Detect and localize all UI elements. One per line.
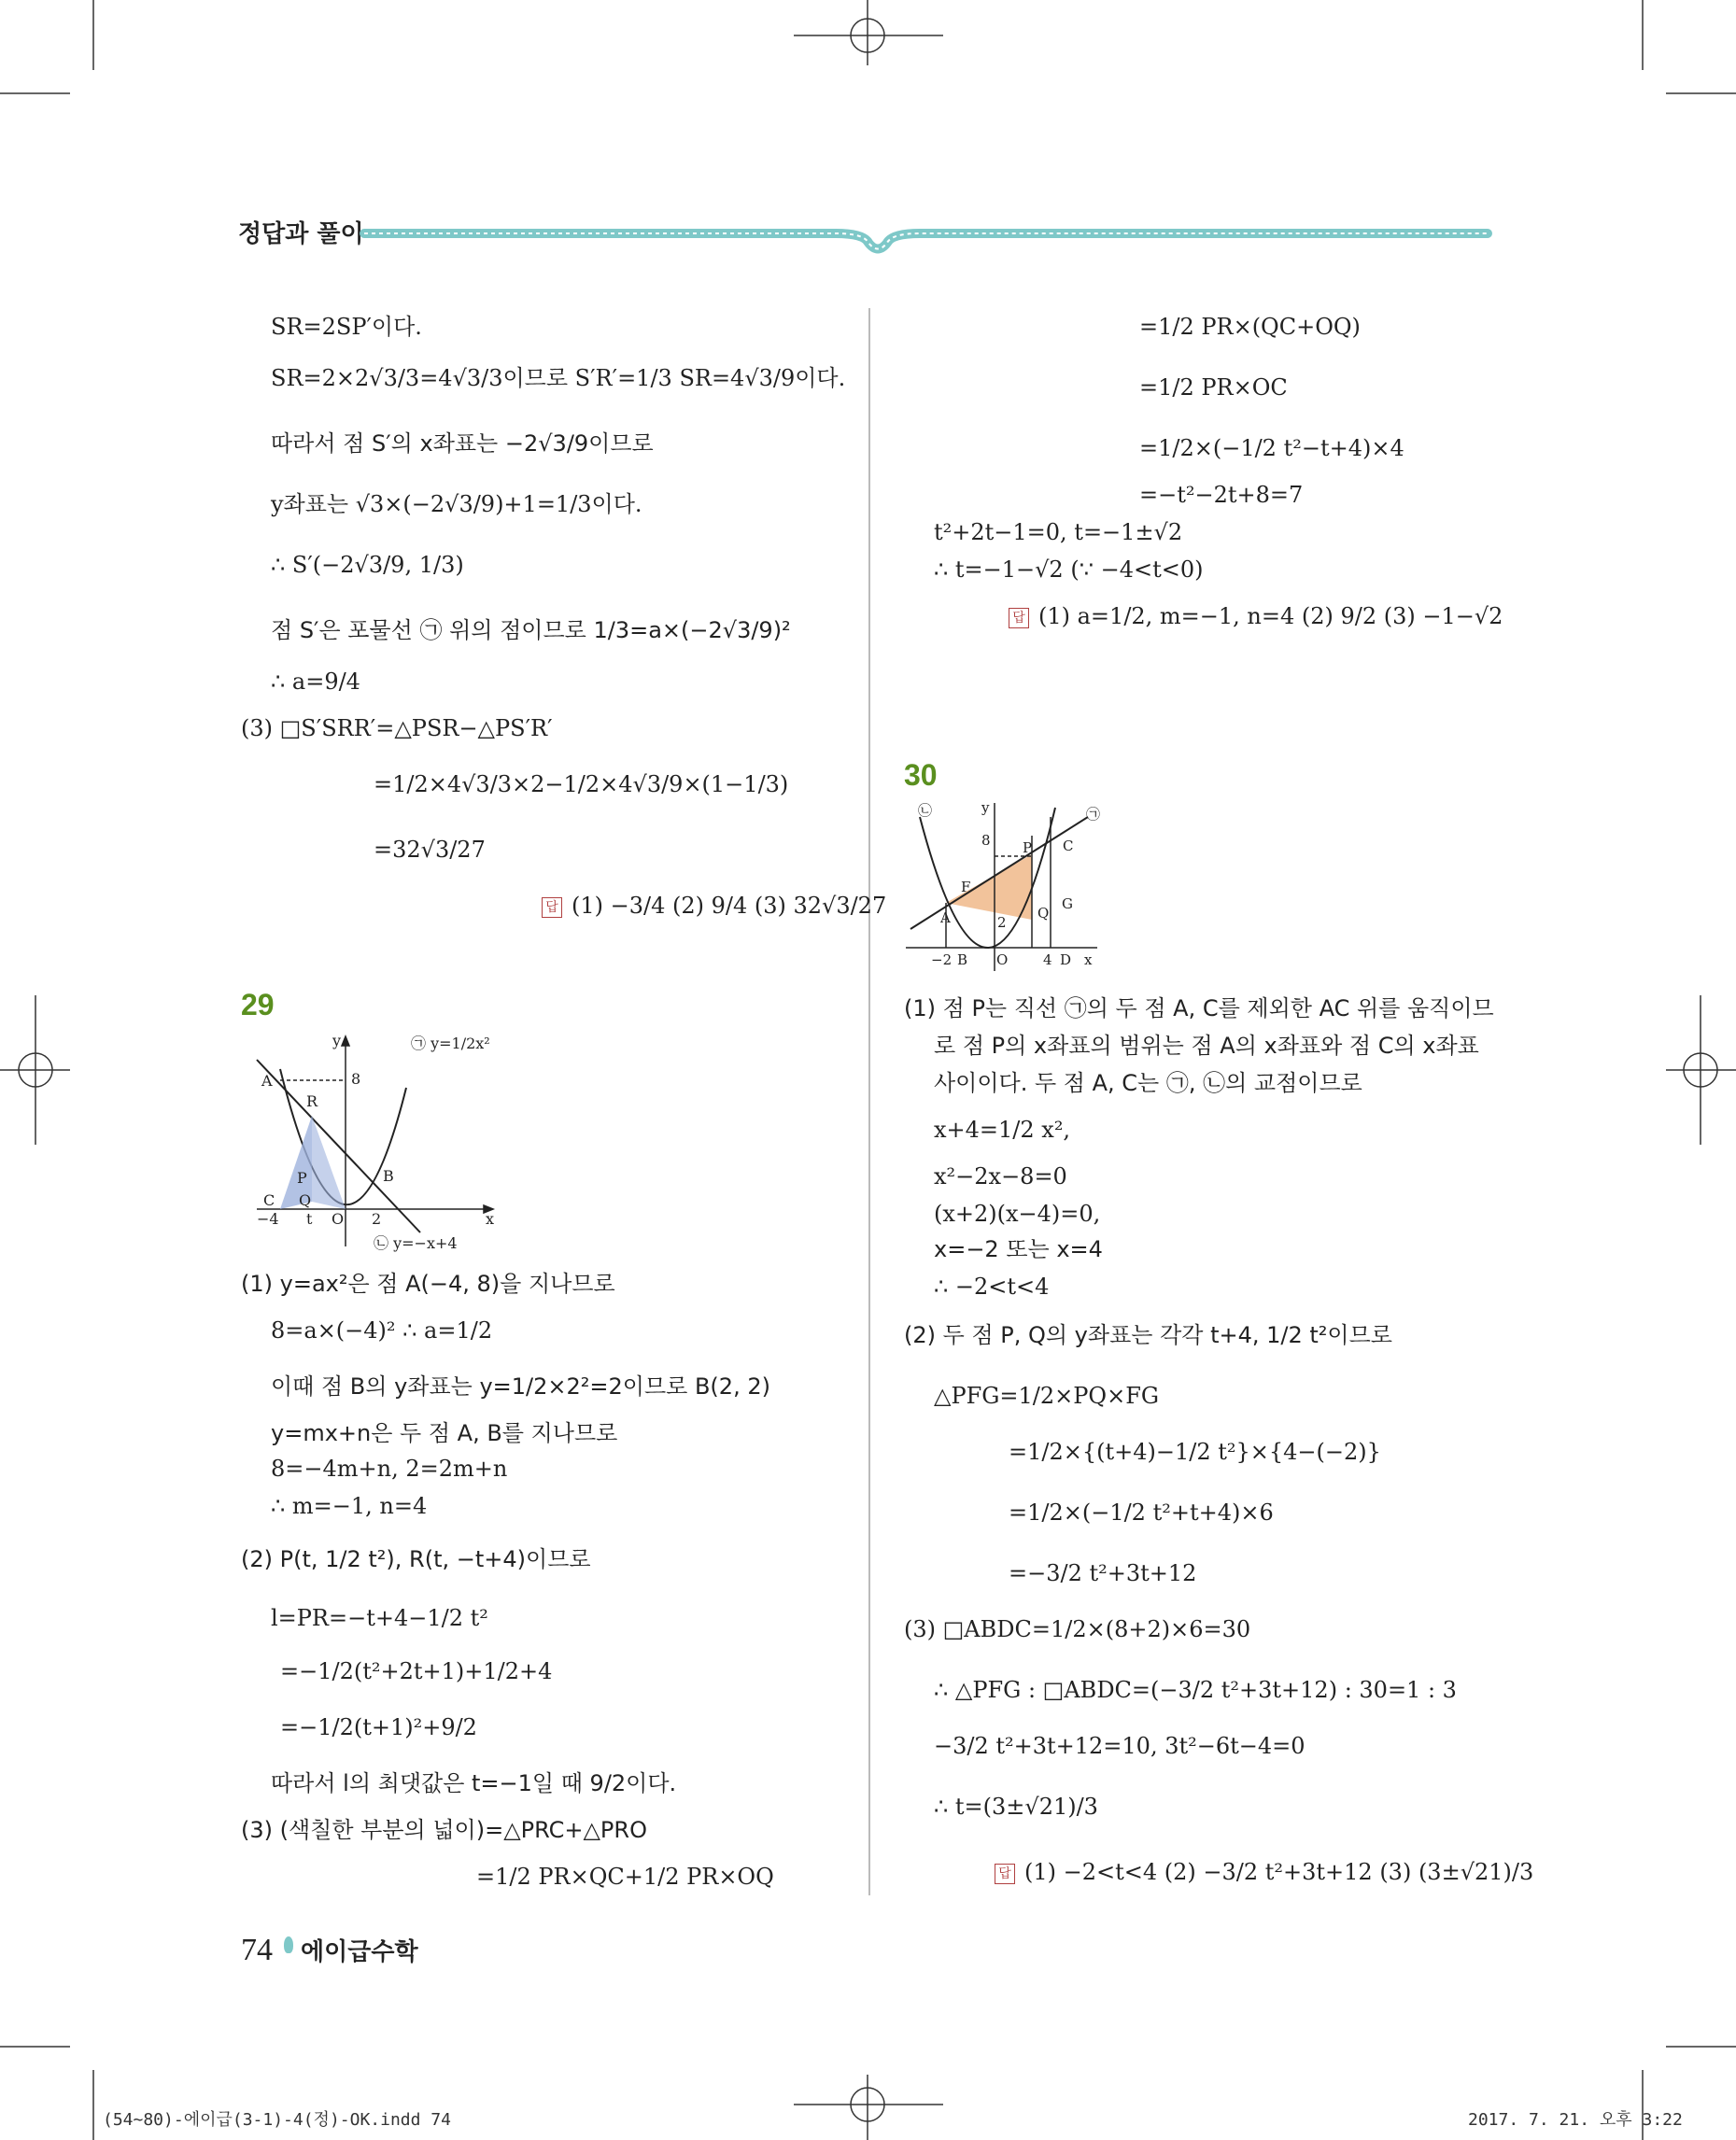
- text-line: 점 S′은 포물선 ㉠ 위의 점이므로 1/3=a×(−2√3/9)²: [271, 617, 791, 643]
- tick-8: 8: [351, 1070, 361, 1088]
- text-line: (2) 두 점 P, Q의 y좌표는 각각 t+4, 1/2 t²이므로: [904, 1322, 1392, 1348]
- answer-28: [542, 892, 886, 920]
- point-label-C: C: [1063, 838, 1074, 854]
- axis-y: y: [981, 799, 990, 816]
- text-line: (1) y=ax²은 점 A(−4, 8)을 지나므로: [241, 1271, 615, 1297]
- text-line: =1/2 PR×(QC+OQ): [1139, 314, 1361, 340]
- text-line: △PFG=1/2×PQ×FG: [934, 1383, 1160, 1409]
- text-line: x²−2x−8=0: [934, 1163, 1067, 1190]
- text-line: ∴ △PFG : □ABDC=(−3/2 t²+3t+12) : 30=1 : 3: [934, 1677, 1457, 1703]
- tick-minus4: −4: [257, 1210, 279, 1228]
- text-line: (3) (색칠한 부분의 넓이)=△PRC+△PRO: [241, 1817, 647, 1843]
- text-line: ∴ S′(−2√3/9, 1/3): [271, 552, 464, 578]
- text-line: SR=2×2√3/3=4√3/3이므로 S′R′=1/3 SR=4√3/9이다.: [271, 365, 846, 391]
- point-label-A: A: [261, 1072, 273, 1090]
- axis-y: y: [332, 1032, 342, 1049]
- problem-number-29: 29: [241, 988, 275, 1021]
- tick-t: t: [306, 1210, 313, 1228]
- answer-mark: 답: [542, 897, 562, 918]
- text-line: −3/2 t²+3t+12=10, 3t²−6t−4=0: [934, 1733, 1306, 1759]
- answer-30: [995, 1858, 1533, 1886]
- answer-text: (1) −3/4 (2) 9/4 (3) 32√3/27: [572, 893, 887, 919]
- text-line: 로 점 P의 x좌표의 범위는 점 A의 x좌표와 점 C의 x좌표: [934, 1033, 1479, 1059]
- figure-29-graph: [252, 1032, 504, 1256]
- text-line: (x+2)(x−4)=0,: [934, 1201, 1101, 1227]
- axis-x: x: [486, 1210, 495, 1228]
- text-line: 사이이다. 두 점 A, C는 ㉠, ㉡의 교점이므로: [934, 1070, 1362, 1096]
- print-timestamp: 2017. 7. 21. 오후 3:22: [1468, 2110, 1683, 2130]
- text-line: ∴ m=−1, n=4: [271, 1493, 428, 1519]
- point-label-A: A: [940, 909, 951, 926]
- point-label-R: R: [306, 1092, 318, 1110]
- line-label-1: ㉠: [1086, 806, 1101, 823]
- text-line: =−t²−2t+8=7: [1139, 482, 1304, 508]
- lightbulb-icon: [284, 1936, 293, 1953]
- page-title: 정답과 풀이: [238, 220, 364, 248]
- text-line: ∴ t=(3±√21)/3: [934, 1794, 1098, 1820]
- text-line: =1/2×(−1/2 t²+t+4)×6: [1009, 1499, 1274, 1526]
- text-line: y좌표는 √3×(−2√3/9)+1=1/3이다.: [271, 491, 642, 517]
- point-label-Q: Q: [1037, 905, 1050, 922]
- problem-number-30: 30: [904, 758, 938, 792]
- answer-mark: 답: [995, 1864, 1015, 1884]
- text-line: x+4=1/2 x²,: [934, 1117, 1071, 1143]
- answer-29: [1009, 602, 1503, 630]
- text-line: 따라서 점 S′의 x좌표는 −2√3/9이므로: [271, 430, 654, 457]
- text-line: (3) □ABDC=1/2×(8+2)×6=30: [904, 1616, 1251, 1642]
- text-line: 따라서 l의 최댓값은 t=−1일 때 9/2이다.: [271, 1770, 677, 1796]
- text-line: =32√3/27: [374, 837, 486, 863]
- text-line: =1/2 PR×OC: [1139, 374, 1288, 401]
- curve-label-2: ㉡: [918, 802, 933, 819]
- header-rule: [360, 213, 1494, 260]
- text-line: SR=2SP′이다.: [271, 314, 422, 340]
- text-line: ∴ a=9/4: [271, 669, 360, 695]
- text-line: =−1/2(t²+2t+1)+1/2+4: [280, 1658, 553, 1684]
- answer-text: (1) −2<t<4 (2) −3/2 t²+3t+12 (3) (3±√21)/3: [1024, 1859, 1534, 1885]
- text-line: ∴ −2<t<4: [934, 1274, 1050, 1300]
- curve-label-1: ㉠ y=1/2x²: [411, 1035, 490, 1052]
- point-label-B: B: [957, 951, 968, 968]
- point-label-Q: Q: [299, 1191, 312, 1209]
- point-label-C: C: [263, 1191, 275, 1209]
- tick-2: 2: [372, 1210, 382, 1228]
- point-label-P: P: [297, 1169, 307, 1187]
- text-line: =1/2 PR×QC+1/2 PR×OQ: [476, 1864, 774, 1890]
- text-line: y=mx+n은 두 점 A, B를 지나므로: [271, 1420, 618, 1446]
- point-label-O: O: [996, 951, 1009, 968]
- line-label: ㉡ y=−x+4: [374, 1234, 458, 1252]
- text-line: 이때 점 B의 y좌표는 y=1/2×2²=2이므로 B(2, 2): [271, 1373, 770, 1400]
- text-line: (2) P(t, 1/2 t²), R(t, −t+4)이므로: [241, 1546, 591, 1572]
- point-label-P: P: [1023, 839, 1033, 856]
- text-line: 8=a×(−4)² ∴ a=1/2: [271, 1317, 493, 1344]
- text-line: (1) 점 P는 직선 ㉠의 두 점 A, C를 제외한 AC 위를 움직이므: [904, 995, 1494, 1021]
- file-slug: (54~80)-에이급(3-1)-4(정)-OK.indd 74: [103, 2110, 451, 2130]
- point-label-B: B: [383, 1167, 394, 1185]
- text-line: =1/2×(−1/2 t²−t+4)×4: [1139, 435, 1404, 461]
- tick-4: 4: [1043, 951, 1052, 968]
- tick-8: 8: [981, 832, 991, 849]
- tick-minus2: −2: [931, 951, 953, 968]
- text-line: =1/2×4√3/3×2−1/2×4√3/9×(1−1/3): [374, 771, 789, 797]
- point-label-O: O: [332, 1210, 345, 1228]
- text-line: =−3/2 t²+3t+12: [1009, 1560, 1197, 1586]
- text-line: =−1/2(t+1)²+9/2: [280, 1714, 477, 1740]
- text-line: 8=−4m+n, 2=2m+n: [271, 1456, 508, 1482]
- text-line: =1/2×{(t+4)−1/2 t²}×{4−(−2)}: [1009, 1439, 1381, 1465]
- text-line: x=−2 또는 x=4: [934, 1236, 1103, 1262]
- text-line: ∴ t=−1−√2 (∵ −4<t<0): [934, 556, 1204, 583]
- tick-2: 2: [997, 914, 1007, 931]
- page-number: 74: [241, 1933, 273, 1967]
- point-label-D: D: [1060, 951, 1072, 968]
- axis-x: x: [1084, 951, 1093, 968]
- figure-30-graph: [901, 798, 1116, 976]
- point-label-F: F: [961, 879, 971, 895]
- text-line: l=PR=−t+4−1/2 t²: [271, 1605, 488, 1631]
- answer-mark: 답: [1009, 608, 1029, 628]
- text-line: (3) □S′SRR′=△PSR−△PS′R′: [241, 715, 553, 741]
- point-label-G: G: [1062, 895, 1073, 912]
- answer-text: (1) a=1/2, m=−1, n=4 (2) 9/2 (3) −1−√2: [1038, 603, 1503, 629]
- brand-name: 에이급수학: [301, 1938, 418, 1966]
- text-line: t²+2t−1=0, t=−1±√2: [934, 519, 1183, 545]
- column-divider: [868, 308, 870, 1895]
